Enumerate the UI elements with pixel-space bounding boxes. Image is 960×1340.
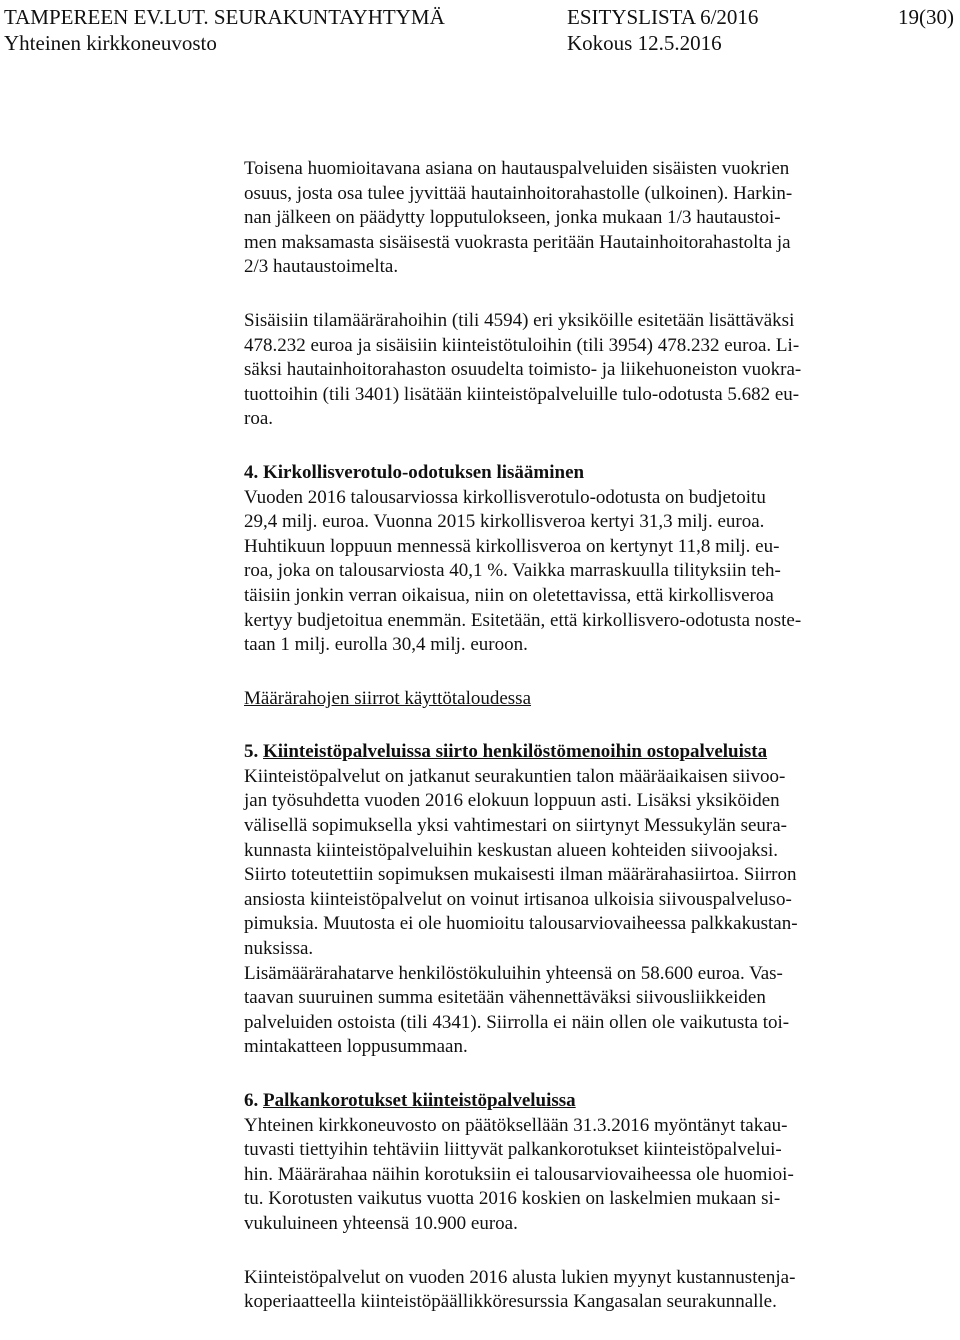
paragraph-gap xyxy=(244,280,904,309)
paragraph-p6 xyxy=(244,1089,904,1237)
section-heading: Määrärahojen siirrot käyttötaloudessa xyxy=(244,687,532,709)
text-line: men maksamasta sisäisestä vuokrasta peritään Hautainhoitorahastolta ja xyxy=(244,231,791,253)
heading-title: Kiinteistöpalveluissa siirto henkilöstömenoihin ostopalveluista xyxy=(263,741,768,763)
text-line: roa, joka on talousarviosta 40,1 %. Vaikka marraskuulla tilityksiin teh- xyxy=(244,560,781,582)
page-header xyxy=(4,4,956,56)
text-line: palveluiden ostoista (tili 4341). Siirrolla ei näin ollen ole vaikutusta toi- xyxy=(244,1011,790,1033)
paragraph-p1 xyxy=(244,157,904,280)
paragraph-gap xyxy=(244,1237,904,1266)
organization-name: TAMPEREEN EV.LUT. SEURAKUNTAYHTYMÄ xyxy=(4,5,445,29)
text-line: tuvasti tiettyihin tehtäviin liittyvät palkankorotukset kiinteistöpalvelui- xyxy=(244,1139,782,1161)
text-line: Huhtikuun loppuun mennessä kirkollisveroa on kertynyt 11,8 milj. eu- xyxy=(244,535,780,557)
text-line: tuottoihin (tili 3401) lisätään kiinteistöpalveluille tulo-odotusta 5.682 eu- xyxy=(244,383,800,405)
text-line: täisiin jonkin verran oikaisua, niin on oletettavissa, että kirkollisveroa xyxy=(244,584,774,606)
text-line: osuus, josta osa tulee jyvittää hautainhoitorahastolle (ulkoinen). Harkin- xyxy=(244,182,793,204)
paragraph-p2 xyxy=(244,309,904,432)
text-line: taavan suuruinen summa esitetään vähennettäväksi siivousliikkeiden xyxy=(244,987,766,1009)
text-line: Lisämäärärahatarve henkilöstökuluihin yhteensä on 58.600 euroa. Vas- xyxy=(244,962,783,984)
text-line: tu. Korotusten vaikutus vuotta 2016 koskien on laskelmien mukaan si- xyxy=(244,1188,781,1210)
text-line: Siirto toteutettiin sopimuksen mukaisesti ilman määrärahasiirtoa. Siirron xyxy=(244,864,797,886)
section-heading: 4. Kirkollisverotulo-odotuksen lisääminen xyxy=(244,461,585,483)
text-line: Sisäisiin tilamäärärahoihin (tili 4594) eri yksiköille esitetään lisättäväksi xyxy=(244,309,795,331)
section-heading xyxy=(244,740,904,765)
text-line: välisellä sopimuksella yksi vahtimestari on siirtynyt Messukylän seura- xyxy=(244,815,787,837)
text-line: Kiinteistöpalvelut on jatkanut seurakuntien talon määräaikaisen siivoo- xyxy=(244,765,786,787)
heading-title: Palkankorotukset kiinteistöpalveluissa xyxy=(263,1090,576,1111)
document-title: ESITYSLISTA 6/2016 xyxy=(567,5,759,29)
header-row-2 xyxy=(4,30,956,56)
page-number: 19(30) xyxy=(898,5,954,29)
heading-number: 6. xyxy=(244,1090,263,1111)
section-heading xyxy=(244,1089,904,1114)
text-line: jan työsuhdetta vuoden 2016 elokuun loppuun asti. Lisäksi yksiköiden xyxy=(244,790,780,812)
text-line: 2/3 hautaustoimelta. xyxy=(244,256,399,278)
text-line: koperiaatteella kiinteistöpäällikköresurssia Kangasalan seurakunnalle. xyxy=(244,1291,777,1313)
text-line: Toisena huomioitavana asiana on hautauspalveluiden sisäisten vuokrien xyxy=(244,158,790,179)
paragraph-gap xyxy=(244,1060,904,1089)
paragraph-p3 xyxy=(244,461,904,658)
paragraph-p7 xyxy=(244,1266,904,1315)
text-line: ansiosta kiinteistöpalvelut on voinut irtisanoa ulkoisia siivouspalveluso- xyxy=(244,888,792,910)
text-line: nuksissa. xyxy=(244,938,314,960)
text-line: nan jälkeen on päädytty lopputulokseen, jonka mukaan 1/3 hautaustoi- xyxy=(244,207,781,229)
heading-number: 5. xyxy=(244,741,263,763)
paragraph-p5 xyxy=(244,740,904,1060)
text-line: kunnasta kiinteistöpalveluihin keskustan alueen kohteiden siivoojaksi. xyxy=(244,839,779,861)
text-line: säksi hautainhoitorahaston osuudelta toimisto- ja liikehuoneiston vuokra- xyxy=(244,359,802,381)
text-line: Vuoden 2016 talousarviossa kirkollisverotulo-odotusta on budjetoitu xyxy=(244,486,766,508)
text-line: mintakatteen loppusummaan. xyxy=(244,1036,468,1058)
text-line: taan 1 milj. eurolla 30,4 milj. euroon. xyxy=(244,634,528,656)
text-line: Yhteinen kirkkoneuvosto on päätöksellään 31.3.2016 myöntänyt takau- xyxy=(244,1114,788,1136)
text-line: vukuluineen yhteensä 10.900 euroa. xyxy=(244,1212,518,1234)
text-line: 478.232 euroa ja sisäisiin kiinteistötuloihin (tili 3954) 478.232 euroa. Li- xyxy=(244,334,800,356)
paragraph-gap xyxy=(244,432,904,461)
text-line: hin. Määrärahaa näihin korotuksiin ei talousarviovaiheessa ole huomioi- xyxy=(244,1163,794,1185)
board-name: Yhteinen kirkkoneuvosto xyxy=(4,31,217,55)
meeting-date: Kokous 12.5.2016 xyxy=(567,31,722,55)
text-line: kertyy budjetoitua enemmän. Esitetään, että kirkollisvero-odotusta noste- xyxy=(244,609,802,631)
text-line: pimuksia. Muutosta ei ole huomioitu talousarviovaiheessa palkkakustan- xyxy=(244,913,798,935)
paragraph-gap xyxy=(244,658,904,687)
paragraph-p4 xyxy=(244,687,904,712)
text-line: roa. xyxy=(244,408,274,430)
document-body xyxy=(244,157,904,1315)
text-line: 29,4 milj. euroa. Vuonna 2015 kirkollisveroa kertyi 31,3 milj. euroa. xyxy=(244,511,765,533)
header-row-1 xyxy=(4,4,956,30)
paragraph-gap xyxy=(244,711,904,740)
text-line: Kiinteistöpalvelut on vuoden 2016 alusta lukien myynyt kustannustenja- xyxy=(244,1266,796,1288)
